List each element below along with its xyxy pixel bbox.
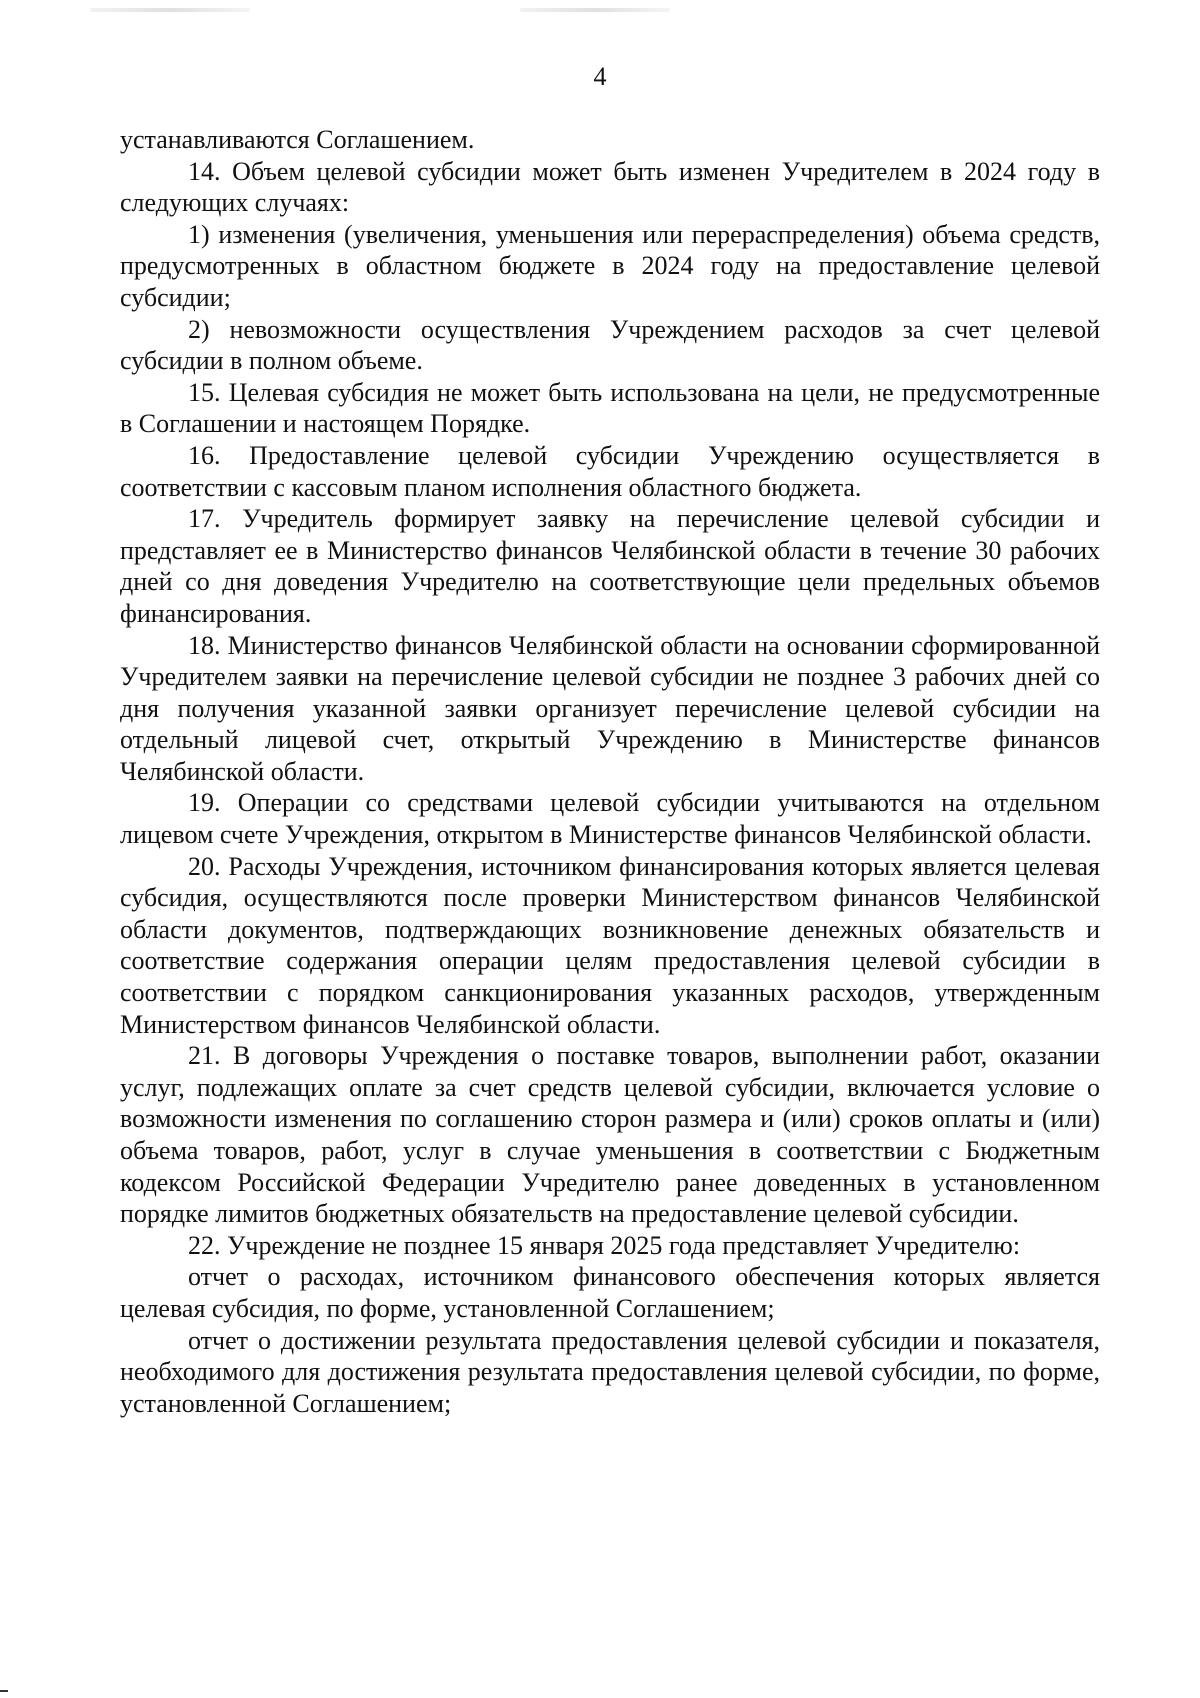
paragraph-22-report-results: отчет о достижении результата предоставления целевой субсидии и показателя, необходимого для достижения результата предоставления целевой субсидии, по форме, установленной Соглашением; [120,1325,1100,1418]
paragraph-15: 15. Целевая субсидия не может быть использована на цели, не предусмотренные в Соглашении и настоящем Порядке. [120,377,1100,439]
paragraph-14: 14. Объем целевой субсидии может быть изменен Учредителем в 2024 году в следующих случаях: [120,156,1100,218]
paragraph-19: 19. Операции со средствами целевой субсидии учитываются на отдельном лицевом счете Учреждения, открытом в Министерстве финансов Челябинской области. [120,788,1100,850]
document-body [120,124,1100,1419]
paragraph-18: 18. Министерство финансов Челябинской области на основании сформированной Учредителем заявки на перечисление целевой субсидии не позднее 3 рабочих дней со дня получения указанной заявки организует перечисление целевой субсидии на отдельный лицевой счет, открытый Учреждению в Министерстве финансов Челябинской области. [120,630,1100,786]
scan-margin-mark [0,1690,8,1692]
paragraph-21: 21. В договоры Учреждения о поставке товаров, выполнении работ, оказании услуг, подлежащих оплате за счет средств целевой субсидии, включается условие о возможности изменения по соглашению сторон размера и (или) сроков оплаты и (или) объема товаров, работ, услуг в случае уменьшения в соответствии с Бюджетным кодексом Российской Федерации Учредителю ранее доведенных в установленном порядке лимитов бюджетных обязательств на предоставление целевой субсидии. [120,1041,1100,1229]
paragraph-20: 20. Расходы Учреждения, источником финансирования которых является целевая субсидия, осуществляются после проверки Министерством финансов Челябинской области документов, подтверждающих возникновение денежных обязательств и соответствие содержания операции целям предоставления целевой субсидии в соответствии с порядком санкционирования указанных расходов, утвержденным Министерством финансов Челябинской области. [120,851,1100,1039]
paragraph-14-item-1: 1) изменения (увеличения, уменьшения или перераспределения) объема средств, предусмотренных в областном бюджете в 2024 году на предоставление целевой субсидии; [120,219,1100,312]
paragraph-22-report-expenses: отчет о расходах, источником финансового обеспечения которых является целевая субсидия, по форме, установленной Соглашением; [120,1262,1100,1323]
scan-artifact [90,8,250,12]
paragraph-14-item-2: 2) невозможности осуществления Учреждением расходов за счет целевой субсидии в полном объеме. [120,314,1100,376]
paragraph-16: 16. Предоставление целевой субсидии Учреждению осуществляется в соответствии с кассовым планом исполнения областного бюджета. [120,440,1100,502]
paragraph-continuation: устанавливаются Соглашением. [120,125,475,154]
scan-artifact [520,8,670,12]
paragraph-22: 22. Учреждение не позднее 15 января 2025 года представляет Учредителю: [188,1230,1021,1260]
page-number: 4 [593,62,607,91]
paragraph-17: 17. Учредитель формирует заявку на перечисление целевой субсидии и представляет ее в Министерство финансов Челябинской области в течение 30 рабочих дней со дня доведения Учредителю на соответствующие цели предельных объемов финансирования. [120,504,1100,628]
